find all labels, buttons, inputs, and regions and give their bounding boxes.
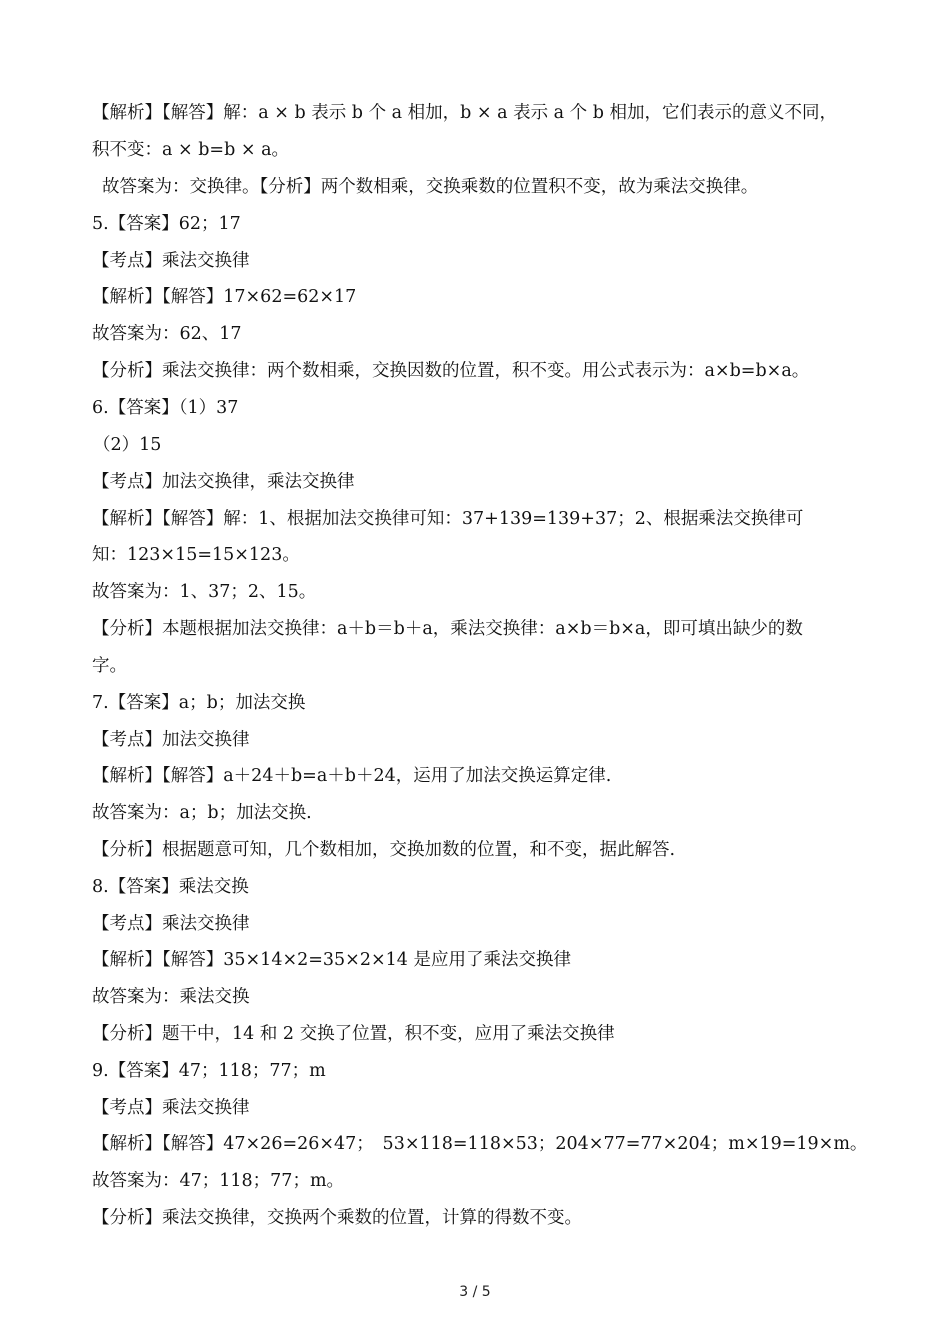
text-line: 字。: [92, 656, 127, 676]
question-answer-7: 7.【答案】a；b；加法交换: [92, 693, 306, 713]
text-line: 【解析】【解答】解：1、根据加法交换律可知：37+139=139+37；2、根据乘法交换律可: [92, 509, 804, 529]
text-line: 故答案为：47；118；77；m。: [92, 1171, 345, 1191]
text-line: 【解析】【解答】a＋24＋b=a＋b＋24，运用了加法交换运算定律.: [92, 766, 612, 786]
text-line: 故答案为：62、17: [92, 324, 242, 344]
question-answer-8: 8.【答案】乘法交换: [92, 877, 249, 897]
text-line: 知：123×15=15×123。: [92, 545, 300, 565]
text-line: 故答案为：1、37；2、15。: [92, 582, 317, 602]
question-answer-6: 6.【答案】（1）37: [92, 398, 239, 418]
text-line: 【分析】乘法交换律：两个数相乘，交换因数的位置，积不变。用公式表示为：a×b=b×a。: [92, 361, 810, 381]
text-line: 【解析】【解答】35×14×2=35×2×14 是应用了乘法交换律: [92, 950, 571, 970]
text-line: 【考点】乘法交换律: [92, 1098, 250, 1118]
text-line: 【考点】乘法交换律: [92, 251, 250, 271]
text-line: 【解析】【解答】47×26=26×47； 53×118=118×53；204×77=77×204；m×19=19×m。: [92, 1134, 868, 1154]
text-line: 积不变：a × b=b × a。: [92, 140, 290, 160]
text-line: 【分析】根据题意可知，几个数相加，交换加数的位置，和不变，据此解答.: [92, 840, 676, 860]
text-line: 故答案为：a；b；加法交换.: [92, 803, 312, 823]
text-line: （2）15: [93, 435, 162, 455]
text-line: 故答案为：交换律。【分析】两个数相乘，交换乘数的位置积不变，故为乘法交换律。: [102, 177, 759, 197]
question-answer-9: 9.【答案】47；118；77；m: [92, 1061, 326, 1081]
text-line: 【考点】加法交换律，乘法交换律: [92, 472, 355, 492]
question-answer-5: 5.【答案】62；17: [92, 214, 241, 234]
text-line: 【解析】【解答】解：a × b 表示 b 个 a 相加，b × a 表示 a 个 b 相加，它们表示的意义不同，: [92, 103, 837, 123]
text-line: 【考点】乘法交换律: [92, 914, 250, 934]
text-line: 【分析】乘法交换律，交换两个乘数的位置，计算的得数不变。: [92, 1208, 582, 1228]
text-line: 【考点】加法交换律: [92, 730, 250, 750]
text-line: 【分析】题干中，14 和 2 交换了位置，积不变，应用了乘法交换律: [92, 1024, 615, 1044]
text-line: 故答案为：乘法交换: [92, 987, 250, 1007]
page-number: 3 / 5: [459, 1284, 491, 1300]
text-line: 【分析】本题根据加法交换律：a＋b＝b＋a，乘法交换律：a×b＝b×a，即可填出缺少的数: [92, 619, 803, 639]
text-line: 【解析】【解答】17×62=62×17: [92, 287, 357, 307]
